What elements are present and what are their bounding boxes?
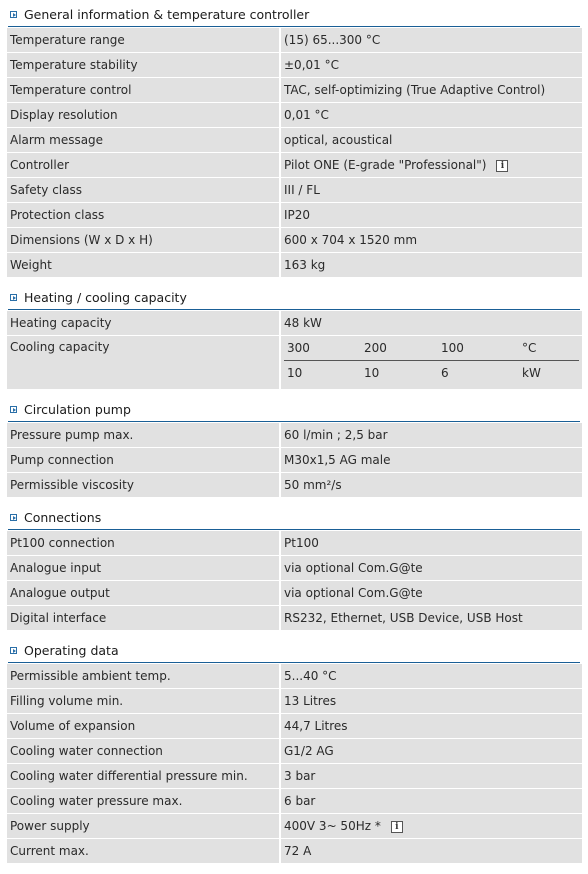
- table-row: [7, 203, 582, 228]
- row-value-controller: [280, 153, 582, 178]
- row-value: via optional Com.G@te: [280, 581, 582, 606]
- triangle-bullet-icon: [10, 294, 17, 301]
- row-label: Temperature control: [7, 78, 280, 103]
- cooling-temp: 200: [361, 336, 438, 361]
- table-row: [7, 311, 582, 336]
- table-row: [7, 53, 582, 78]
- row-label: Permissible ambient temp.: [7, 664, 280, 689]
- row-value: 48 kW: [280, 311, 582, 336]
- row-label: Protection class: [7, 203, 280, 228]
- row-value: 5...40 °C: [280, 664, 582, 689]
- row-value: 72 A: [280, 839, 582, 864]
- cooling-temps-row: [284, 336, 579, 361]
- section-header-connections[interactable]: [8, 507, 580, 530]
- section-title: Heating / cooling capacity: [24, 290, 187, 305]
- row-value: 60 l/min ; 2,5 bar: [280, 423, 582, 448]
- table-row: [7, 556, 582, 581]
- row-label: Weight: [7, 253, 280, 278]
- spec-table-connections: [7, 530, 582, 630]
- row-value: III / FL: [280, 178, 582, 203]
- row-label: Cooling water differential pressure min.: [7, 764, 280, 789]
- table-row: [7, 531, 582, 556]
- controller-value: Pilot ONE (E-grade "Professional"): [284, 158, 487, 172]
- info-icon[interactable]: i: [391, 821, 403, 833]
- cooling-power: 10: [287, 366, 303, 380]
- table-row: [7, 103, 582, 128]
- row-label: Permissible viscosity: [7, 473, 280, 498]
- row-label: Filling volume min.: [7, 689, 280, 714]
- power-supply-value: 400V 3~ 50Hz *: [284, 819, 381, 833]
- row-label: Cooling water connection: [7, 739, 280, 764]
- cooling-power: 10: [364, 366, 380, 380]
- row-label: Digital interface: [7, 606, 280, 631]
- table-row: [7, 689, 582, 714]
- cooling-capacity-cell: [280, 336, 582, 390]
- table-row: [7, 473, 582, 498]
- row-value: RS232, Ethernet, USB Device, USB Host: [280, 606, 582, 631]
- cooling-powers-row: [284, 361, 579, 386]
- row-label: Temperature range: [7, 28, 280, 53]
- row-label: Display resolution: [7, 103, 280, 128]
- section-header-operating-data[interactable]: [8, 640, 580, 663]
- row-label: Analogue output: [7, 581, 280, 606]
- section-header-circulation-pump[interactable]: [8, 399, 580, 422]
- triangle-bullet-icon: [10, 11, 17, 18]
- triangle-bullet-icon: [10, 406, 17, 413]
- row-value: 0,01 °C: [280, 103, 582, 128]
- row-label: Power supply: [7, 814, 280, 839]
- row-value: 163 kg: [280, 253, 582, 278]
- table-row: [7, 28, 582, 53]
- section-title: Operating data: [24, 643, 119, 658]
- row-label: Safety class: [7, 178, 280, 203]
- triangle-bullet-icon: [10, 514, 17, 521]
- table-row: [7, 581, 582, 606]
- table-row: [7, 814, 582, 839]
- row-value: 50 mm²/s: [280, 473, 582, 498]
- table-row: [7, 789, 582, 814]
- table-row: [7, 336, 582, 390]
- row-label: Temperature stability: [7, 53, 280, 78]
- table-row: [7, 228, 582, 253]
- row-label: Analogue input: [7, 556, 280, 581]
- table-row: [7, 153, 582, 178]
- row-value: optical, acoustical: [280, 128, 582, 153]
- row-value: 6 bar: [280, 789, 582, 814]
- row-label: Alarm message: [7, 128, 280, 153]
- table-row: [7, 128, 582, 153]
- row-label: Pump connection: [7, 448, 280, 473]
- row-label: Volume of expansion: [7, 714, 280, 739]
- spec-table-heating-cooling: [7, 310, 582, 389]
- table-row: [7, 714, 582, 739]
- row-value: M30x1,5 AG male: [280, 448, 582, 473]
- spec-table-circulation-pump: [7, 422, 582, 497]
- row-value: 3 bar: [280, 764, 582, 789]
- cooling-capacity-table: [284, 336, 579, 385]
- section-title: Circulation pump: [24, 402, 131, 417]
- table-row: [7, 448, 582, 473]
- section-header-heating-cooling[interactable]: [8, 287, 580, 310]
- row-label: Pt100 connection: [7, 531, 280, 556]
- section-title: General information & temperature controller: [24, 7, 310, 22]
- table-row: [7, 253, 582, 278]
- row-value: Pt100: [280, 531, 582, 556]
- row-label: Controller: [7, 153, 280, 178]
- row-label: Cooling capacity: [7, 336, 280, 390]
- cooling-power: 6: [441, 366, 449, 380]
- row-value: via optional Com.G@te: [280, 556, 582, 581]
- row-label: Dimensions (W x D x H): [7, 228, 280, 253]
- table-row: [7, 664, 582, 689]
- row-value: 600 x 704 x 1520 mm: [280, 228, 582, 253]
- row-value: IP20: [280, 203, 582, 228]
- cooling-temp-unit: °C: [519, 336, 579, 361]
- row-value-power-supply: [280, 814, 582, 839]
- spec-table-general: [7, 27, 582, 277]
- row-value: ±0,01 °C: [280, 53, 582, 78]
- cooling-temp: 300: [284, 336, 361, 361]
- triangle-bullet-icon: [10, 647, 17, 654]
- cooling-temp: 100: [438, 336, 519, 361]
- table-row: [7, 739, 582, 764]
- row-label: Pressure pump max.: [7, 423, 280, 448]
- row-value: 44,7 Litres: [280, 714, 582, 739]
- section-header-general[interactable]: [8, 4, 580, 27]
- cooling-power-unit: kW: [522, 366, 541, 380]
- table-row: [7, 78, 582, 103]
- row-label: Cooling water pressure max.: [7, 789, 280, 814]
- row-value: G1/2 AG: [280, 739, 582, 764]
- table-row: [7, 839, 582, 864]
- row-label: Heating capacity: [7, 311, 280, 336]
- spec-table-operating-data: [7, 663, 582, 863]
- info-icon[interactable]: i: [496, 160, 508, 172]
- row-label: Current max.: [7, 839, 280, 864]
- table-row: [7, 423, 582, 448]
- row-value: (15) 65...300 °C: [280, 28, 582, 53]
- table-row: [7, 606, 582, 631]
- section-title: Connections: [24, 510, 102, 525]
- table-row: [7, 764, 582, 789]
- row-value: TAC, self-optimizing (True Adaptive Control): [280, 78, 582, 103]
- table-row: [7, 178, 582, 203]
- row-value: 13 Litres: [280, 689, 582, 714]
